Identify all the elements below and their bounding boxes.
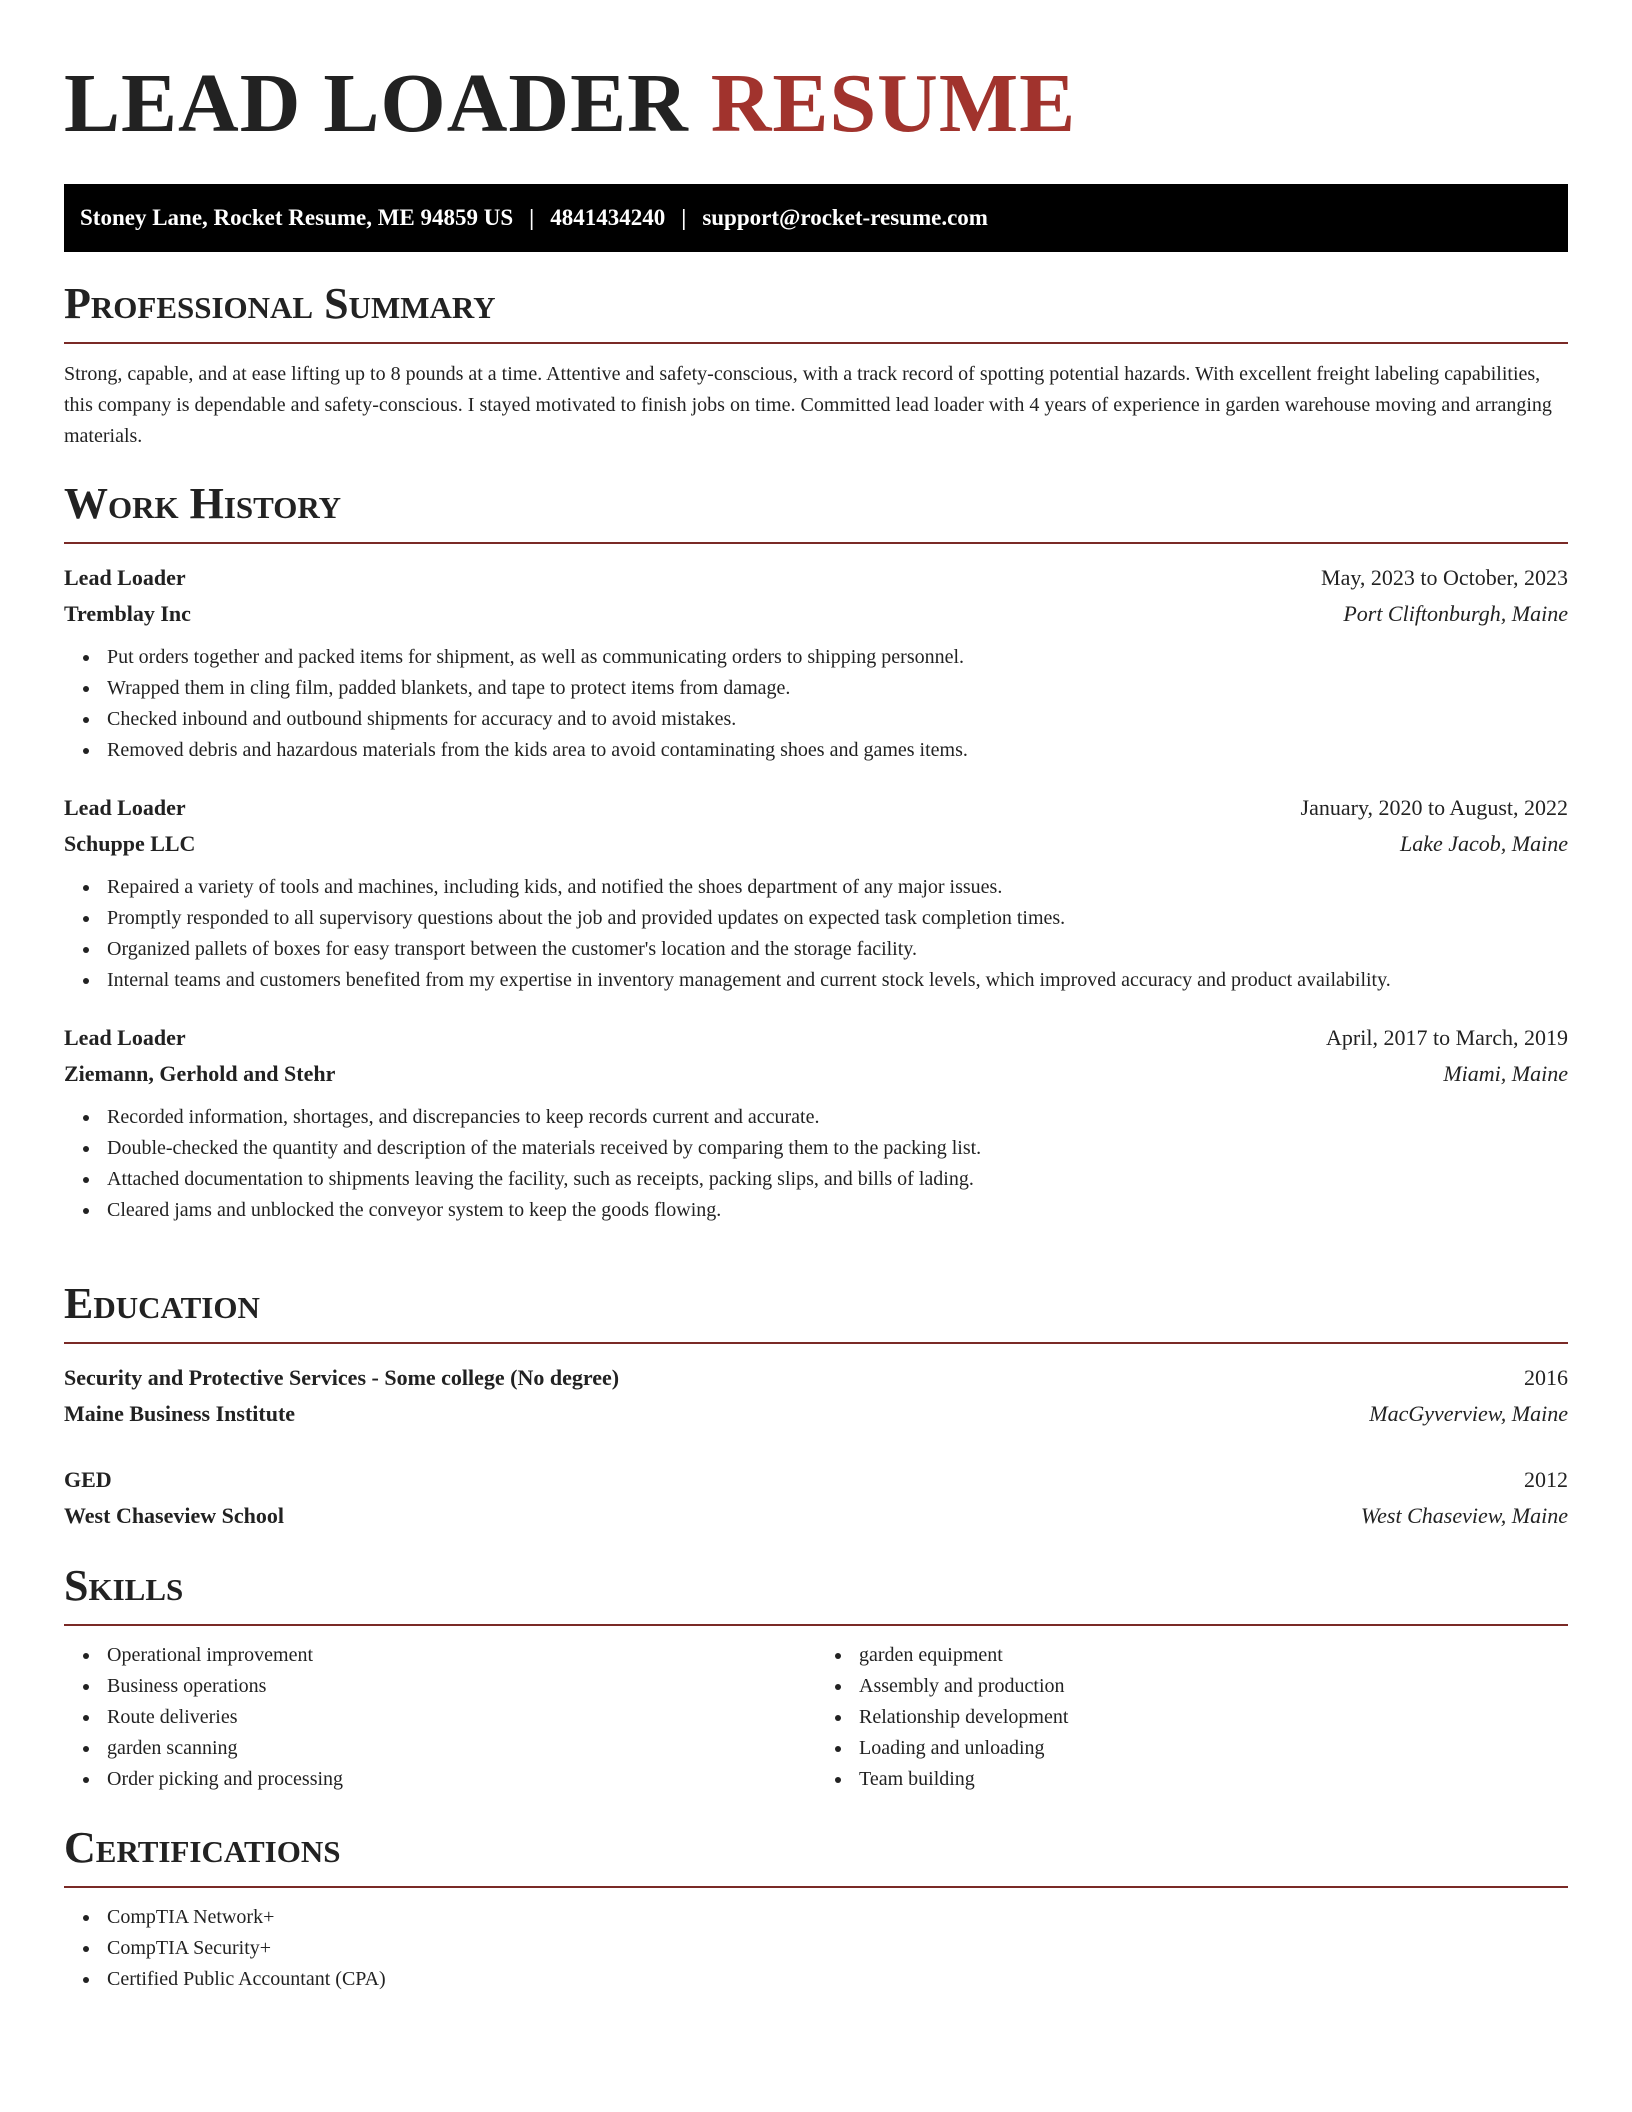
- job-company-row: [64, 1056, 1568, 1092]
- section-divider: [64, 342, 1568, 344]
- skill-item: Assembly and production: [859, 1671, 1568, 1702]
- job-bullets: [64, 642, 1568, 766]
- section-heading-certifications: Certifications: [64, 1823, 341, 1872]
- skill-item: garden equipment: [859, 1640, 1568, 1671]
- list-item: Repaired a variety of tools and machines, including kids, and notified the shoes department of any major issues.: [107, 872, 1568, 903]
- skills-list-left: [64, 1640, 816, 1795]
- education-degree: GED: [64, 1467, 112, 1492]
- skill-item: Route deliveries: [107, 1702, 816, 1733]
- certification-item: CompTIA Network+: [107, 1902, 1568, 1933]
- skills-columns: [64, 1640, 1568, 1795]
- education-year: 2012: [1524, 1467, 1568, 1492]
- list-item: Checked inbound and outbound shipments for accuracy and to avoid mistakes.: [107, 704, 1568, 735]
- certification-item: Certified Public Accountant (CPA): [107, 1964, 1568, 1995]
- job-location: Miami, Maine: [1443, 1061, 1568, 1086]
- job-entry: [64, 560, 1568, 766]
- title-main: LEAD LOADER: [64, 57, 689, 150]
- list-item: Internal teams and customers benefited from my expertise in inventory management and current stock levels, which improved accuracy and product availability.: [107, 965, 1568, 996]
- contact-phone: 4841434240: [550, 205, 666, 230]
- summary-text: Strong, capable, and at ease lifting up to 8 pounds at a time. Attentive and safety-conscious, with a track record of spotting potential hazards. With excellent freight labeling capabilities, this company is dependable and safety-conscious. I stayed motivated to finish jobs on time. Committed lead loader with 4 years of experience in garden warehouse moving and arranging materials.: [64, 363, 1552, 447]
- education-school: Maine Business Institute: [64, 1401, 296, 1426]
- skill-item: Business operations: [107, 1671, 816, 1702]
- job-title: Lead Loader: [64, 795, 186, 820]
- education-location: MacGyverview, Maine: [1369, 1401, 1568, 1426]
- list-item: Double-checked the quantity and description of the materials received by comparing them to the packing list.: [107, 1133, 1568, 1164]
- job-header-row: [64, 560, 1568, 596]
- skills-section: [64, 1561, 1568, 1795]
- job-location: Lake Jacob, Maine: [1400, 831, 1568, 856]
- job-company: Schuppe LLC: [64, 831, 196, 856]
- list-item: Wrapped them in cling film, padded blankets, and tape to protect items from damage.: [107, 673, 1568, 704]
- list-item: Cleared jams and unblocked the conveyor system to keep the goods flowing.: [107, 1195, 1568, 1226]
- job-company: Ziemann, Gerhold and Stehr: [64, 1061, 336, 1086]
- education-section: [64, 1279, 1568, 1534]
- contact-address: Stoney Lane, Rocket Resume, ME 94859 US: [80, 205, 514, 230]
- list-item: Recorded information, shortages, and discrepancies to keep records current and accurate.: [107, 1102, 1568, 1133]
- work-history-section: [64, 479, 1568, 1226]
- title-accent: RESUME: [710, 57, 1077, 150]
- job-title: Lead Loader: [64, 1025, 186, 1050]
- education-location: West Chaseview, Maine: [1360, 1503, 1568, 1528]
- skills-list-right: [816, 1640, 1568, 1795]
- summary-section: [64, 279, 1568, 452]
- job-entry: [64, 790, 1568, 996]
- job-location: Port Cliftonburgh, Maine: [1343, 601, 1568, 626]
- contact-bar: [64, 184, 1568, 252]
- certifications-list: [64, 1902, 1568, 1995]
- contact-email: support@rocket-resume.com: [702, 205, 988, 230]
- job-bullets: [64, 1102, 1568, 1226]
- resume-title: [64, 50, 1568, 160]
- skill-item: garden scanning: [107, 1733, 816, 1764]
- skill-item: Operational improvement: [107, 1640, 816, 1671]
- section-divider: [64, 1886, 1568, 1888]
- education-entry: [64, 1462, 1568, 1534]
- list-item: Promptly responded to all supervisory questions about the job and provided updates on expected task completion times.: [107, 903, 1568, 934]
- education-school: West Chaseview School: [64, 1503, 284, 1528]
- list-item: Organized pallets of boxes for easy transport between the customer's location and the storage facility.: [107, 934, 1568, 965]
- section-heading-skills: Skills: [64, 1561, 184, 1610]
- education-entry: [64, 1360, 1568, 1432]
- job-dates: January, 2020 to August, 2022: [1300, 795, 1568, 820]
- certification-item: CompTIA Security+: [107, 1933, 1568, 1964]
- job-entry: [64, 1020, 1568, 1226]
- job-company: Tremblay Inc: [64, 601, 191, 626]
- education-degree: Security and Protective Services - Some college (No degree): [64, 1365, 620, 1390]
- education-degree-row: [64, 1462, 1568, 1498]
- section-heading-summary: Professional Summary: [64, 279, 496, 328]
- section-divider: [64, 542, 1568, 544]
- skill-item: Loading and unloading: [859, 1733, 1568, 1764]
- education-school-row: [64, 1396, 1568, 1432]
- job-company-row: [64, 596, 1568, 632]
- job-header-row: [64, 790, 1568, 826]
- education-degree-row: [64, 1360, 1568, 1396]
- job-company-row: [64, 826, 1568, 862]
- certifications-section: [64, 1823, 1568, 1995]
- section-divider: [64, 1624, 1568, 1626]
- job-dates: April, 2017 to March, 2019: [1326, 1025, 1568, 1050]
- job-dates: May, 2023 to October, 2023: [1321, 565, 1568, 590]
- list-item: Attached documentation to shipments leaving the facility, such as receipts, packing slips, and bills of lading.: [107, 1164, 1568, 1195]
- section-divider: [64, 1342, 1568, 1344]
- job-title: Lead Loader: [64, 565, 186, 590]
- education-year: 2016: [1524, 1365, 1568, 1390]
- skill-item: Order picking and processing: [107, 1764, 816, 1795]
- job-header-row: [64, 1020, 1568, 1056]
- skill-item: Relationship development: [859, 1702, 1568, 1733]
- job-bullets: [64, 872, 1568, 996]
- section-heading-education: Education: [64, 1279, 260, 1328]
- section-heading-work-history: Work History: [64, 479, 342, 528]
- skill-item: Team building: [859, 1764, 1568, 1795]
- contact-separator: |: [681, 205, 687, 230]
- list-item: Removed debris and hazardous materials from the kids area to avoid contaminating shoes and games items.: [107, 735, 1568, 766]
- education-school-row: [64, 1498, 1568, 1534]
- contact-separator: |: [529, 205, 535, 230]
- list-item: Put orders together and packed items for shipment, as well as communicating orders to shipping personnel.: [107, 642, 1568, 673]
